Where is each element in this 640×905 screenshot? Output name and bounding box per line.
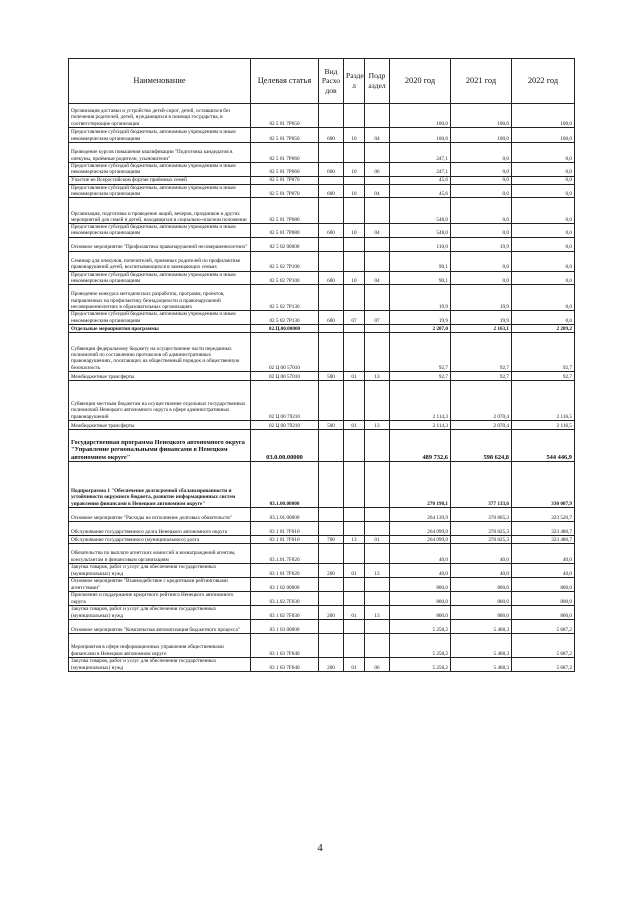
cell-year-2021: 370 865,3 [451,507,512,521]
cell-year-2020: 45,6 [390,176,451,184]
cell-year-2022: 800,0 [512,577,575,591]
cell-section: 10 [344,224,365,238]
cell-target-article: 03 1 01 7F020 [251,563,319,577]
cell-year-2021: 598 624,8 [451,429,512,461]
cell-subsection: 04 [365,184,390,198]
cell-subsection: 13 [365,420,390,429]
cell-year-2020: 92,7 [390,371,451,380]
cell-year-2022: 2 116,5 [512,420,575,429]
cell-section [344,332,365,371]
cell-name: Проведение курсов повышения квалификации "Подготовка кандидатов в опекуны, приёмные родители, усыновители" [69,143,251,163]
cell-name: Государственная программа Ненецкого автономного округа "Управление региональными финансами в Ненецком автономном округе" [69,429,251,461]
table-row [69,605,575,619]
cell-year-2021: 19,9 [451,285,512,311]
cell-year-2022: 0,0 [512,271,575,285]
cell-year-2021: 0,0 [451,251,512,271]
table-row [69,128,575,143]
table-row [69,591,575,605]
cell-section: 01 [344,420,365,429]
cell-year-2022: 800,0 [512,605,575,619]
cell-year-2020: 100,0 [390,104,451,128]
cell-name: Обслуживание государственного (муниципального) долга [69,535,251,543]
cell-target-article: 02 5 01 7P080 [251,224,319,238]
cell-year-2022: 2 116,5 [512,380,575,420]
cell-name: Предоставление субсидий бюджетным, автономным учреждениям и иным некоммерческим организациям [69,128,251,143]
cell-subsection: 13 [365,605,390,619]
cell-year-2020: 800,0 [390,577,451,591]
cell-year-2022: 40,0 [512,563,575,577]
cell-name: Межбюджетные трансферты [69,420,251,429]
cell-expense-type [319,507,344,521]
cell-subsection [365,619,390,633]
header-name: Наименование [69,59,251,104]
cell-subsection: 07 [365,311,390,325]
cell-subsection [365,461,390,507]
cell-target-article: 02 Ц 00 57010 [251,371,319,380]
cell-name: Участие во Всероссийском форуме приёмных семей [69,176,251,184]
table-row [69,521,575,535]
cell-year-2021: 0,0 [451,143,512,163]
cell-section [344,143,365,163]
cell-target-article: 03.1.01.7F020 [251,543,319,563]
cell-section [344,176,365,184]
cell-name: Проведение конкурса методических разработок, программ, проектов, направленных на профилактику безнадзорности и правонарушений несовершеннолетних в образовательных организациях [69,285,251,311]
cell-target-article: 02.Ц.00.00000 [251,324,319,332]
cell-year-2021: 0,0 [451,163,512,177]
header-year-2022: 2022 год [512,59,575,104]
header-year-2021: 2021 год [451,59,512,104]
cell-year-2020: 2 207,0 [390,324,451,332]
cell-year-2020: 19,9 [390,311,451,325]
cell-expense-type [319,429,344,461]
cell-expense-type [319,251,344,271]
cell-year-2022: 0,0 [512,251,575,271]
table-row [69,143,575,163]
table-row [69,657,575,671]
cell-expense-type [319,198,344,224]
cell-target-article: 03 1 02 00000 [251,577,319,591]
cell-year-2022: 0,0 [512,224,575,238]
cell-year-2022: 544 446,9 [512,429,575,461]
cell-year-2020: 264 099,9 [390,535,451,543]
cell-section: 10 [344,163,365,177]
cell-expense-type: 500 [319,420,344,429]
cell-section: 10 [344,184,365,198]
cell-year-2022: 800,0 [512,591,575,605]
cell-year-2021: 800,0 [451,605,512,619]
cell-year-2021: 2 163,1 [451,324,512,332]
cell-year-2022: 2 209,2 [512,324,575,332]
cell-expense-type [319,285,344,311]
cell-year-2020: 90,1 [390,271,451,285]
cell-year-2020: 247,1 [390,143,451,163]
cell-year-2020: 5 258,2 [390,657,451,671]
cell-year-2020: 264 099,9 [390,521,451,535]
cell-year-2020: 40,0 [390,543,451,563]
cell-name: Основное мероприятие "Профилактика правонарушений несовершеннолетних" [69,237,251,251]
cell-subsection [365,251,390,271]
table-row [69,184,575,198]
table-row [69,251,575,271]
cell-year-2022: 5 687,2 [512,619,575,633]
cell-name: Предоставление субсидий бюджетным, автономным учреждениям и иным некоммерческим организациям [69,271,251,285]
cell-target-article: 02 5 01 7P060 [251,163,319,177]
cell-year-2022: 100,0 [512,104,575,128]
cell-year-2021: 100,0 [451,128,512,143]
cell-year-2020: 2 114,3 [390,420,451,429]
cell-year-2021: 800,0 [451,577,512,591]
cell-year-2022: 323 480,7 [512,521,575,535]
cell-year-2020: 45,6 [390,184,451,198]
cell-section: 01 [344,657,365,671]
cell-subsection: 01 [365,535,390,543]
cell-year-2022: 323 480,7 [512,535,575,543]
budget-table [68,58,575,672]
cell-year-2021: 800,0 [451,591,512,605]
table-row [69,371,575,380]
cell-year-2021: 2 070,4 [451,380,512,420]
cell-section [344,619,365,633]
cell-expense-type [319,577,344,591]
cell-expense-type: 200 [319,605,344,619]
cell-year-2020: 489 732,6 [390,429,451,461]
cell-target-article: 02 5 02 00000 [251,237,319,251]
cell-expense-type [319,461,344,507]
cell-target-article: 03.1.01.00000 [251,507,319,521]
cell-subsection [365,324,390,332]
cell-subsection [365,591,390,605]
cell-year-2022: 0,0 [512,163,575,177]
cell-year-2021: 0,0 [451,176,512,184]
cell-section [344,104,365,128]
table-body [69,104,575,672]
cell-section: 10 [344,128,365,143]
cell-section [344,591,365,605]
cell-target-article: 02 5 02 7P100 [251,271,319,285]
cell-year-2020: 247,1 [390,163,451,177]
cell-name: Подпрограмма 1 "Обеспечение долгосрочной сбалансированности и устойчивости окружного бюджета, развитие информационных систем управления финансами в Ненецком автономном округе" [69,461,251,507]
cell-year-2022: 0,0 [512,237,575,251]
cell-section [344,380,365,420]
cell-year-2022: 5 687,2 [512,633,575,657]
cell-year-2022: 92,7 [512,371,575,380]
table-row [69,563,575,577]
cell-year-2020: 5 258,2 [390,633,451,657]
cell-target-article: 03.1.00.00000 [251,461,319,507]
cell-section [344,324,365,332]
table-row [69,429,575,461]
table-row [69,420,575,429]
cell-year-2021: 5 468,3 [451,619,512,633]
cell-year-2021: 92,7 [451,371,512,380]
table-row [69,311,575,325]
cell-subsection [365,104,390,128]
cell-year-2020: 90,1 [390,251,451,271]
cell-name: Субвенции местным бюджетам на осуществление отдельных государственных полномочий Ненецкого автономного округа в сфере административных правонарушений [69,380,251,420]
cell-section: 01 [344,563,365,577]
cell-year-2021: 2 070,4 [451,420,512,429]
cell-expense-type: 600 [319,184,344,198]
cell-year-2021: 5 468,3 [451,657,512,671]
table-header-row [69,59,575,104]
cell-section: 07 [344,311,365,325]
cell-subsection: 13 [365,563,390,577]
cell-section [344,633,365,657]
cell-expense-type [319,324,344,332]
cell-expense-type [319,176,344,184]
cell-year-2020: 548,0 [390,224,451,238]
cell-section [344,461,365,507]
cell-year-2020: 92,7 [390,332,451,371]
cell-target-article: 03 1 01 7F010 [251,521,319,535]
cell-name: Отдельные мероприятия программы [69,324,251,332]
header-section: Разде л [344,59,365,104]
cell-year-2022: 330 007,9 [512,461,575,507]
cell-target-article: 02 5 01 7P080 [251,198,319,224]
cell-year-2021: 5 468,3 [451,633,512,657]
cell-section [344,521,365,535]
table-row [69,507,575,521]
cell-target-article: 02 Ц 00 79210 [251,380,319,420]
cell-expense-type [319,633,344,657]
table-row [69,324,575,332]
cell-year-2020: 270 198,1 [390,461,451,507]
cell-name: Предоставление субсидий бюджетным, автономным учреждениям и иным некоммерческим организациям [69,224,251,238]
cell-target-article: 02 5 01 7P050 [251,128,319,143]
cell-year-2022: 0,0 [512,184,575,198]
cell-section [344,543,365,563]
cell-expense-type: 600 [319,311,344,325]
cell-target-article: 03 1 03 7F040 [251,657,319,671]
cell-expense-type: 600 [319,128,344,143]
cell-year-2022: 0,0 [512,143,575,163]
cell-year-2020: 264 139,9 [390,507,451,521]
cell-subsection: 04 [365,224,390,238]
cell-subsection: 13 [365,371,390,380]
cell-subsection: 04 [365,128,390,143]
table-row [69,619,575,633]
cell-name: Обслуживание государственного долга Ненецкого автономного округа [69,521,251,535]
cell-target-article: 03 1 02 7F030 [251,605,319,619]
cell-expense-type [319,591,344,605]
cell-expense-type: 600 [319,271,344,285]
cell-year-2021: 19,9 [451,311,512,325]
cell-year-2021: 370 825,3 [451,521,512,535]
cell-year-2022: 0,0 [512,198,575,224]
cell-name: Закупка товаров, работ и услуг для обеспечения государственных (муниципальных) нужд [69,563,251,577]
table-row [69,237,575,251]
header-target-article: Целевая статья [251,59,319,104]
cell-section [344,285,365,311]
cell-year-2021: 40,0 [451,543,512,563]
cell-expense-type [319,143,344,163]
cell-section: 10 [344,271,365,285]
cell-name: Присвоение и поддержание кредитного рейтинга Ненецкого автономного округа [69,591,251,605]
cell-year-2020: 800,0 [390,605,451,619]
cell-year-2021: 0,0 [451,271,512,285]
cell-section [344,577,365,591]
cell-expense-type: 500 [319,371,344,380]
cell-year-2022: 0,0 [512,311,575,325]
cell-subsection [365,577,390,591]
cell-year-2020: 548,0 [390,198,451,224]
table-row [69,461,575,507]
cell-expense-type [319,104,344,128]
cell-target-article: 02 5 02 7P130 [251,311,319,325]
cell-name: Организация, подготовка и проведение акций, вечеров, праздников и других мероприятий для семей и детей, находящихся в социально-опасном положении [69,198,251,224]
cell-section [344,429,365,461]
cell-expense-type [319,543,344,563]
cell-expense-type [319,332,344,371]
cell-year-2022: 5 687,2 [512,657,575,671]
header-year-2020: 2020 год [390,59,451,104]
cell-year-2020: 19,9 [390,285,451,311]
cell-subsection [365,633,390,657]
cell-name: Предоставление субсидий бюджетным, автономным учреждениям и иным некоммерческим организациям [69,163,251,177]
cell-name: Обязательства по выплате агентских комиссий и вознаграждений агентам, консультантам и финансовым организациям [69,543,251,563]
cell-target-article: 03 1 03 00000 [251,619,319,633]
table-row [69,577,575,591]
cell-target-article: 02 5 02 7P130 [251,285,319,311]
cell-year-2020: 40,0 [390,563,451,577]
cell-name: Организация доставки и устройство детей-сирот, детей, оставшихся без попечения родителей, детей, нуждающихся в помощи государства, в соответствующие организации [69,104,251,128]
table-row [69,535,575,543]
cell-subsection [365,521,390,535]
table-row [69,163,575,177]
cell-target-article: 02 5 01 7P070 [251,184,319,198]
cell-subsection [365,543,390,563]
cell-section [344,198,365,224]
cell-year-2021: 40,0 [451,563,512,577]
cell-subsection [365,143,390,163]
cell-subsection: 06 [365,657,390,671]
table-row [69,332,575,371]
cell-subsection: 04 [365,271,390,285]
table-row [69,285,575,311]
cell-name: Основное мероприятие "Комплексная автоматизация бюджетного процесса" [69,619,251,633]
cell-year-2020: 800,0 [390,591,451,605]
cell-year-2021: 19,9 [451,237,512,251]
cell-section [344,507,365,521]
cell-expense-type: 600 [319,163,344,177]
cell-name: Мероприятия в сфере информационных управления общественными финансами в Ненецком автономном округе [69,633,251,657]
cell-year-2020: 2 114,3 [390,380,451,420]
cell-expense-type: 200 [319,563,344,577]
cell-target-article: 03.1.02.7F030 [251,591,319,605]
table-row [69,104,575,128]
cell-year-2021: 370 825,3 [451,535,512,543]
cell-target-article: 02 5 01 7P070 [251,176,319,184]
cell-year-2022: 0,0 [512,285,575,311]
cell-subsection [365,332,390,371]
cell-name: Основное мероприятие "Расходы на исполнение долговых обязательств" [69,507,251,521]
cell-year-2021: 0,0 [451,224,512,238]
page-number: 4 [317,842,323,854]
cell-name: Предоставление субсидий бюджетным, автономным учреждениям и иным некоммерческим организациям [69,311,251,325]
cell-year-2021: 377 133,6 [451,461,512,507]
cell-year-2022: 92,7 [512,332,575,371]
cell-expense-type [319,237,344,251]
cell-expense-type: 600 [319,224,344,238]
cell-target-article: 02 Ц 00 79210 [251,420,319,429]
cell-year-2021: 92,7 [451,332,512,371]
cell-subsection [365,380,390,420]
cell-year-2020: 100,0 [390,128,451,143]
cell-name: Предоставление субсидий бюджетным, автономным учреждениям и иным некоммерческим организациям [69,184,251,198]
cell-target-article: 03 1 01 7F010 [251,535,319,543]
cell-year-2022: 323 520,7 [512,507,575,521]
cell-expense-type [319,380,344,420]
cell-year-2022: 0,0 [512,176,575,184]
table-row [69,224,575,238]
header-subsection: Подр аздел [365,59,390,104]
cell-target-article: 02 Ц 00 57010 [251,332,319,371]
cell-year-2021: 100,0 [451,104,512,128]
cell-expense-type: 700 [319,535,344,543]
cell-section [344,237,365,251]
cell-subsection: 06 [365,163,390,177]
table-row [69,176,575,184]
cell-expense-type: 200 [319,657,344,671]
cell-name: Закупка товаров, работ и услуг для обеспечения государственных (муниципальных) нужд [69,605,251,619]
cell-subsection [365,237,390,251]
table-row [69,543,575,563]
table-row [69,380,575,420]
cell-name: Закупка товаров, работ и услуг для обеспечения государственных (муниципальных) нужд [69,657,251,671]
cell-section: 01 [344,371,365,380]
table-row [69,633,575,657]
cell-subsection [365,429,390,461]
cell-target-article: 03.0.00.00000 [251,429,319,461]
header-expense-type: Вид Расхо дов [319,59,344,104]
table-row [69,198,575,224]
cell-section: 01 [344,605,365,619]
cell-subsection [365,507,390,521]
cell-year-2022: 100,0 [512,128,575,143]
cell-section [344,251,365,271]
cell-expense-type [319,619,344,633]
cell-target-article: 02 5 01 7P050 [251,104,319,128]
cell-year-2021: 0,0 [451,184,512,198]
cell-year-2022: 40,0 [512,543,575,563]
cell-name: Семинар для опекунов, попечителей, приемных родителей по профилактике правонарушений детей, воспитывающихся в замещающих семьях [69,251,251,271]
cell-year-2021: 0,0 [451,198,512,224]
cell-name: Основное мероприятие "Взаимодействие с кредитными рейтинговыми агентствами" [69,577,251,591]
cell-target-article: 02 5 01 7P060 [251,143,319,163]
cell-name: Межбюджетные трансферты [69,371,251,380]
cell-year-2020: 110,0 [390,237,451,251]
cell-subsection [365,176,390,184]
table-row [69,271,575,285]
cell-target-article: 02 5 02 7P100 [251,251,319,271]
cell-name: Субвенции федеральному бюджету на осуществление части переданных полномочий по составлению протоколов об административных правонарушениях, посягающих на общественный порядок и общественную безопасность [69,332,251,371]
cell-subsection [365,198,390,224]
cell-section: 13 [344,535,365,543]
cell-subsection [365,285,390,311]
cell-target-article: 03 1 03 7F040 [251,633,319,657]
cell-expense-type [319,521,344,535]
cell-year-2020: 5 258,2 [390,619,451,633]
